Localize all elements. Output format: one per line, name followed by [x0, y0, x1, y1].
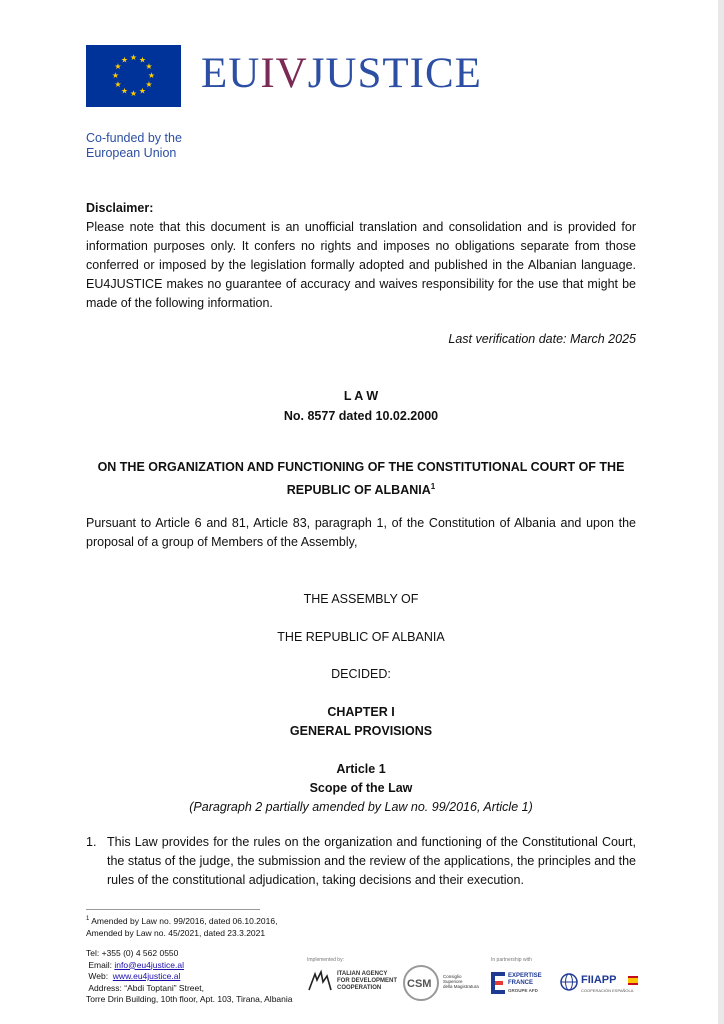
brand-logo-text: EUIVJUSTICE — [201, 50, 482, 97]
decided: DECIDED: — [331, 667, 391, 681]
article-number: Article 1 — [336, 762, 386, 776]
fiiapp-subtext: COOPERACIÓN ESPAÑOLA — [581, 988, 634, 993]
contact-tel: Tel: +355 (0) 4 562 0550 — [86, 948, 179, 958]
article-note: (Paragraph 2 partially amended by Law no. 99/2016, Article 1) — [189, 800, 533, 814]
cofunded-text: Co-funded by the European Union — [86, 131, 182, 160]
assembly-line-2: THE REPUBLIC OF ALBANIA — [277, 630, 445, 644]
verification-date: Last verification date: March 2025 — [448, 332, 636, 346]
page-edge — [718, 0, 724, 1024]
contact-info: Tel: +355 (0) 4 562 0550 Email: info@eu4justice.al Web: www.eu4justice.al Address: “Abdi Toptani” Street, Torre Drin Building, 10th floor, Apt. 103, Tirana, Albania — [86, 948, 293, 1004]
expertise-france-icon — [491, 972, 505, 999]
article-paragraph — [86, 833, 636, 890]
disclaimer-title: Disclaimer: — [86, 201, 154, 215]
paragraph-text: This Law provides for the rules on the organization and functioning of the Constitutional Court, the status of the judge, the submission and the review of the applications, the principles and the rules of the constitutional adjudication, taking decisions and their execution. — [107, 835, 636, 887]
svg-text:★: ★ — [145, 80, 153, 89]
in-partnership-label: In partnership with — [491, 957, 532, 963]
web-link[interactable]: www.eu4justice.al — [112, 971, 181, 981]
svg-text:★: ★ — [114, 62, 122, 71]
svg-text:★: ★ — [138, 55, 147, 65]
svg-text:★: ★ — [120, 86, 129, 96]
disclaimer-text: Please note that this document is an unofficial translation and consolidation and is provided for information purposes only. It confers no rights and imposes no obligations separate from those conferred or imposed by the legislation formally adopted and published in the Albanian language. EU4JUSTICE makes no guarantee of accuracy and waives responsibility for the use that might be made of the following information. — [86, 220, 636, 310]
footnote: $^1$ Amended by Law no. 99/2016, dated 06.10.2016, Amended by Law no. 45/2021, dated 23.3.2021 — [86, 915, 278, 938]
svg-text:★: ★ — [145, 62, 153, 71]
implemented-by-label: Implemented by: — [307, 957, 344, 963]
fiiapp-globe-icon — [560, 973, 578, 996]
assembly-line-1: THE ASSEMBLY OF — [303, 592, 419, 606]
svg-text:★: ★ — [138, 86, 147, 96]
fiiapp-text: FIIAPP — [581, 974, 617, 986]
eu-flag-logo — [86, 45, 181, 107]
spain-flag-icon — [628, 976, 638, 985]
footnote-ref: 1 — [430, 482, 436, 491]
email-link[interactable]: info@eu4justice.al — [114, 959, 184, 970]
paragraph-number: 1. — [86, 835, 97, 849]
italian-agency-text: ITALIAN AGENCY FOR DEVELOPMENT COOPERATION — [337, 971, 398, 991]
law-title: ON THE ORGANIZATION AND FUNCTIONING OF THE CONSTITUTIONAL COURT OF THE REPUBLIC OF ALBANIA$^1$ — [97, 460, 625, 498]
preamble: Pursuant to Article 6 and 81, Article 83, paragraph 1, of the Constitution of Albania and upon the proposal of a group of Members of the Assembly, — [86, 516, 636, 549]
csm-text: CSM — [407, 978, 432, 990]
svg-text:★: ★ — [111, 71, 120, 80]
law-heading: L A W — [343, 389, 379, 403]
svg-text:★: ★ — [120, 55, 129, 65]
svg-text:★: ★ — [147, 71, 156, 80]
svg-text:★: ★ — [129, 89, 138, 98]
law-number: No. 8577 dated 10.02.2000 — [283, 409, 439, 423]
chapter-title: GENERAL PROVISIONS — [289, 724, 433, 738]
svg-text:★: ★ — [129, 53, 138, 62]
article-title: Scope of the Law — [309, 781, 413, 795]
svg-text:★: ★ — [114, 80, 122, 89]
footnote-divider — [86, 909, 260, 910]
csm-subtext: Consiglio Superiore della Magistratura — [443, 974, 479, 989]
chapter-number: CHAPTER I — [327, 705, 395, 719]
expertise-france-text: EXPERTISE FRANCE GROUPE AFD — [508, 973, 542, 993]
italian-agency-logo — [307, 968, 333, 999]
